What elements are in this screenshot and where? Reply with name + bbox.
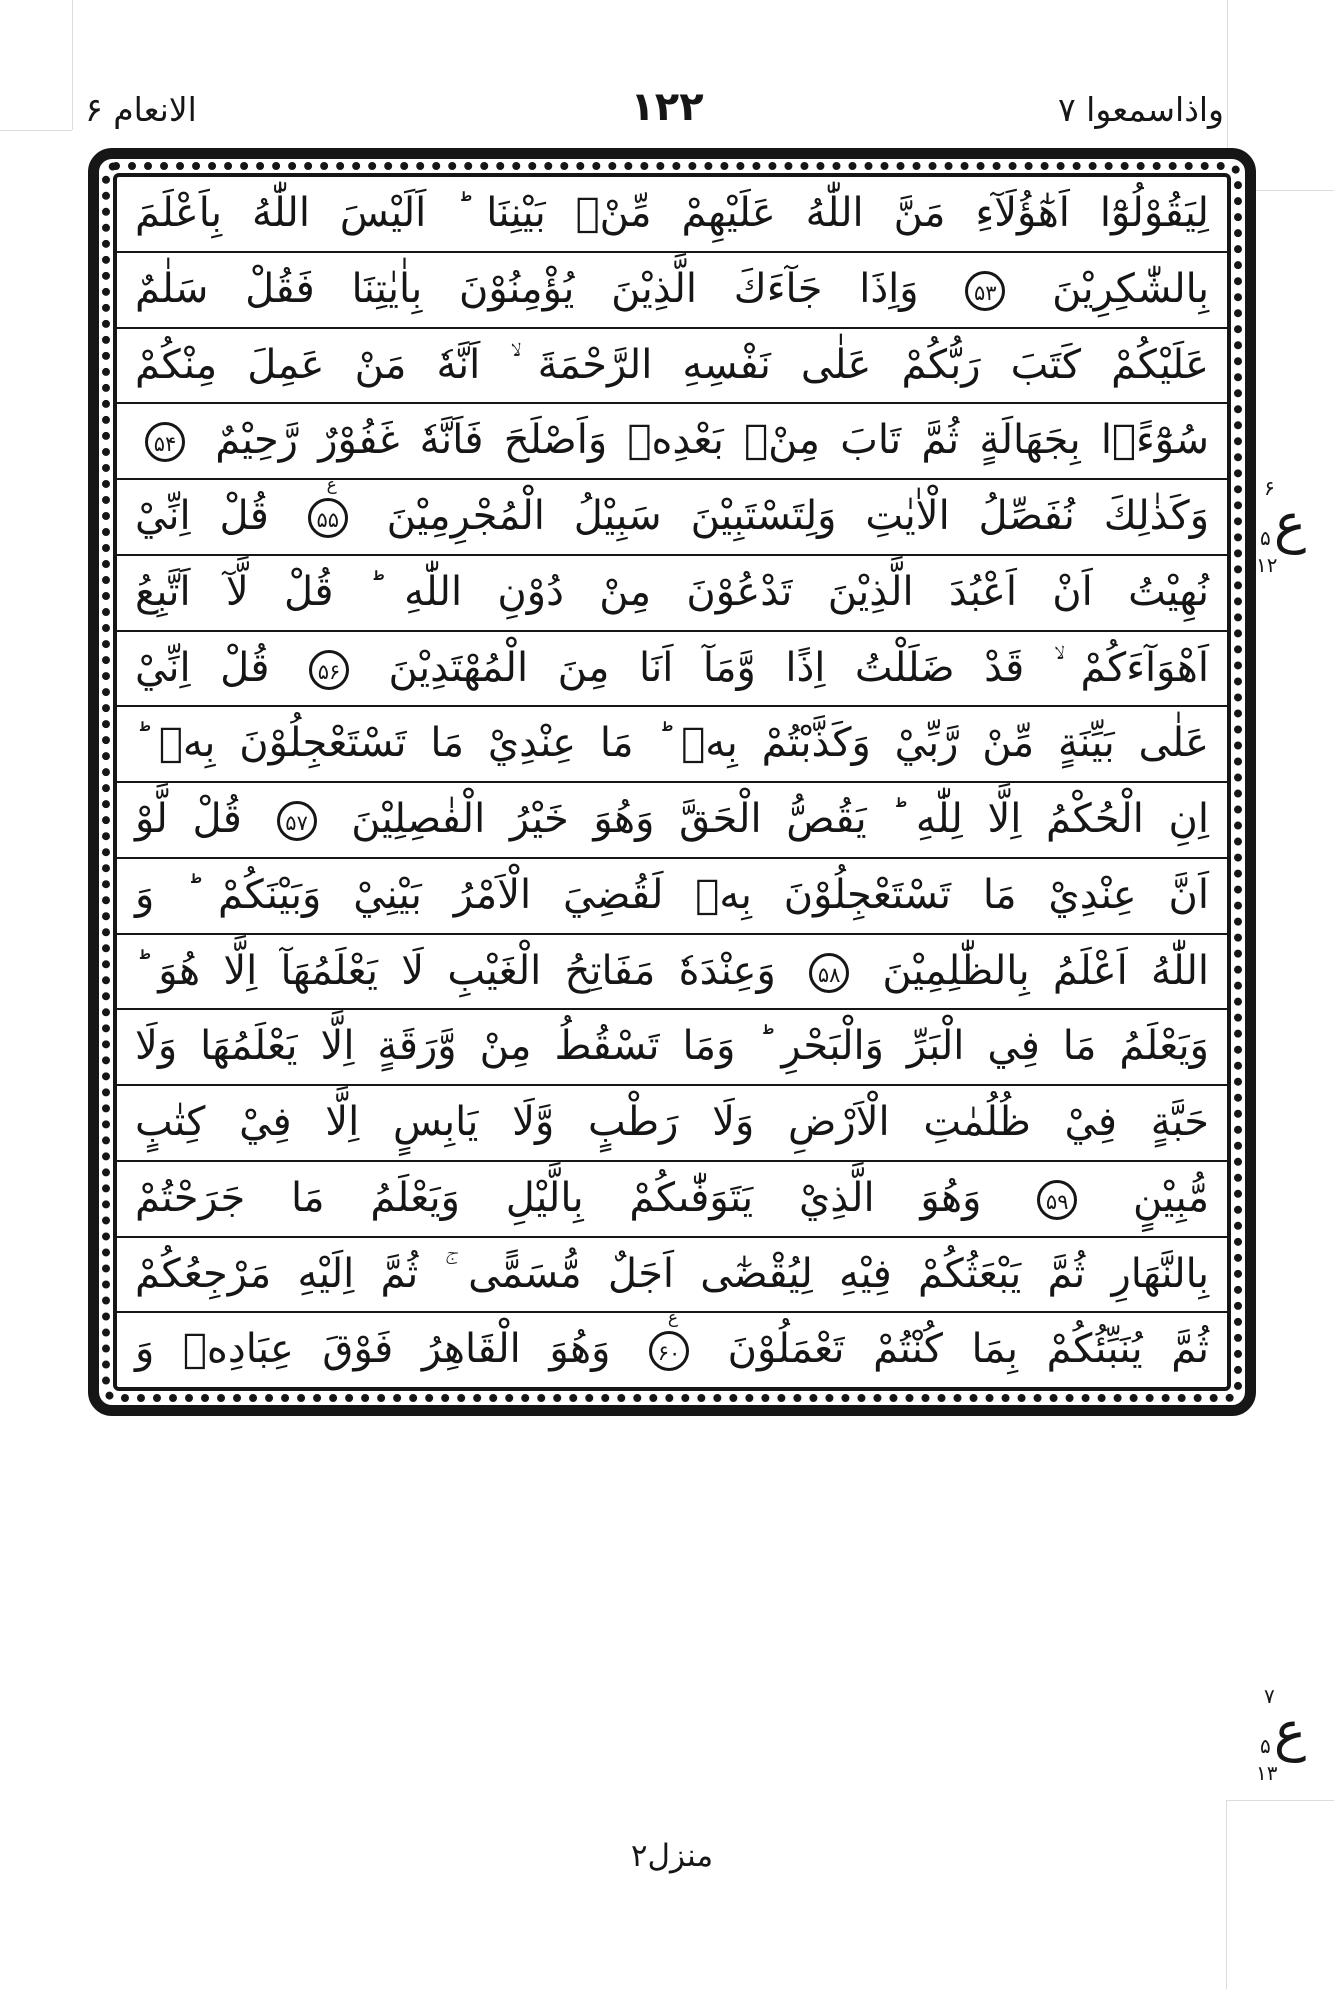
quran-text-segment: عَلَيْكُمْ كَتَبَ رَبُّكُمْ عَلٰى نَفْسِهِ الرَّحْمَةَ ۙ اَنَّهٗ مَنْ عَمِلَ مِنْكُمْ (135, 341, 1209, 388)
quran-line (117, 707, 1227, 783)
ruku-of-juz-number: ۱۳ (1256, 1761, 1278, 1786)
ruku-ayah-count: ۵ (1260, 1734, 1271, 1758)
quran-line (117, 1010, 1227, 1086)
quran-line (117, 935, 1227, 1011)
quran-line (117, 404, 1227, 480)
quran-text-segment: اِنِ الْحُكْمُ اِلَّا لِلّٰهِ ؕ يَقُصُّ الْحَقَّ وَهُوَ خَيْرُ الْفٰصِلِيْنَ (351, 796, 1209, 842)
ruku-margin-marker (1254, 478, 1326, 577)
ain-ruku-symbol: ع (1273, 492, 1307, 555)
quran-line (117, 253, 1227, 329)
ruku-number: ۶ (1264, 476, 1275, 500)
quran-lines (117, 177, 1227, 1387)
quran-text-segment: وَهُوَ الَّذِيْ يَتَوَفّٰىكُمْ بِالَّيْلِ وَيَعْلَمُ مَا جَرَحْتُمْ (135, 1174, 982, 1221)
quran-line (117, 177, 1227, 253)
ayah-number-badge: ۵۳ (965, 271, 1005, 311)
ruku-ayah-count: ۵ (1260, 526, 1271, 550)
ayah-number-badge: ۵۵ ع (308, 498, 348, 538)
quran-text-segment: سُوْٓءًۢا بِجَهَالَةٍ ثُمَّ تَابَ مِنْۢ بَعْدِهٖ وَاَصْلَحَ فَاَنَّهٗ غَفُوْرٌ رَّحِيْمٌ (215, 417, 1209, 464)
ayah-number-badge: ۵۷ (277, 801, 317, 841)
manzil-label: منزل۲ (630, 1838, 714, 1874)
page-number: ۱۲۲ (630, 84, 704, 130)
surah-name-label: الانعام ۶ (85, 90, 197, 129)
quran-text-segment: عَلٰى بَيِّنَةٍ مِّنْ رَّبِّيْ وَكَذَّبْتُمْ بِهٖ ؕ مَا عِنْدِيْ مَا تَسْتَعْجِلُوْنَ بِهٖ ؕ (135, 720, 1209, 767)
scan-artifact-line (0, 130, 72, 131)
ain-ruku-symbol: ع (1273, 1700, 1307, 1763)
quran-text-segment: قُلْ اِنِّيْ (135, 493, 269, 539)
ruku-number: ۷ (1264, 1684, 1275, 1708)
ruku-end-mark: ع (667, 1313, 679, 1329)
ayah-number-badge: ۵۴ (145, 422, 185, 462)
quran-text-segment: وَهُوَ الْقَاهِرُ فَوْقَ عِبَادِهٖ وَ (135, 1326, 611, 1373)
juz-name-label: واذاسمعوا ۷ (1057, 90, 1224, 129)
quran-text-segment: وَاِذَا جَآءَكَ الَّذِيْنَ يُؤْمِنُوْنَ بِاٰيٰتِنَا فَقُلْ سَلٰمٌ (135, 265, 919, 312)
ayah-number-badge: ۵۹ (1037, 1180, 1077, 1220)
ayah-number-badge: ۵۶ (309, 650, 349, 690)
quran-line (117, 859, 1227, 935)
quran-text-segment: اللّٰهُ اَعْلَمُ بِالظّٰلِمِيْنَ (882, 947, 1210, 994)
ayah-number-badge: ۵۸ (809, 953, 849, 993)
quran-line (117, 1238, 1227, 1314)
ruku-of-juz-number: ۱۲ (1256, 553, 1278, 578)
ruku-end-mark: ع (326, 480, 337, 495)
quran-line (117, 1086, 1227, 1162)
quran-text-segment: وَكَذٰلِكَ نُفَصِّلُ الْاٰيٰتِ وَلِتَسْتَبِيْنَ سَبِيْلُ الْمُجْرِمِيْنَ (386, 493, 1210, 539)
quran-text-segment: نُهِيْتُ اَنْ اَعْبُدَ الَّذِيْنَ تَدْعُوْنَ مِنْ دُوْنِ اللّٰهِ ؕ قُلْ لَّآ اَتَّبِعُ (135, 568, 1209, 615)
quran-line (117, 783, 1227, 859)
quran-text-segment: قُلْ لَّوْ (135, 796, 242, 842)
quran-line (117, 1162, 1227, 1238)
quran-text-segment: بِالشّٰكِرِيْنَ (1052, 265, 1209, 312)
ayah-number-badge: ۶۰ ع (649, 1331, 689, 1371)
quran-line (117, 632, 1227, 708)
quran-line (117, 329, 1227, 405)
quran-text-segment: وَيَعْلَمُ مَا فِي الْبَرِّ وَالْبَحْرِ ؕ وَمَا تَسْقُطُ مِنْ وَّرَقَةٍ اِلَّا يَعْلَمُهَا وَلَا (135, 1023, 1209, 1070)
quran-text-segment: لِيَقُوْلُوْٓا اَهٰٓؤُلَآءِ مَنَّ اللّٰهُ عَلَيْهِمْ مِّنْۢ بَيْنِنَا ؕ اَلَيْسَ اللّٰهُ بِاَعْلَمَ (135, 190, 1209, 236)
quran-line (117, 556, 1227, 632)
quran-text-segment: بِالنَّهَارِ ثُمَّ يَبْعَثُكُمْ فِيْهِ لِيُقْضٰٓى اَجَلٌ مُّسَمًّى ۚ ثُمَّ اِلَيْهِ مَرْجِعُكُمْ (135, 1250, 1209, 1297)
scan-artifact-line (1226, 1800, 1227, 1989)
scan-artifact-line (1226, 1800, 1334, 1801)
quran-text-segment: قُلْ اِنِّيْ (135, 644, 270, 691)
quran-text-segment: وَعِنْدَهٗ مَفَاتِحُ الْغَيْبِ لَا يَعْلَمُهَآ اِلَّا هُوَ ؕ (135, 947, 776, 994)
inner-frame-border (113, 173, 1231, 1391)
quran-text-segment: حَبَّةٍ فِيْ ظُلُمٰتِ الْاَرْضِ وَلَا رَطْبٍ وَّلَا يَابِسٍ اِلَّا فِيْ كِتٰبٍ (135, 1099, 1209, 1145)
beaded-ornament-border (102, 162, 1242, 1402)
quran-text-segment: اَهْوَآءَكُمْ ۙ قَدْ ضَلَلْتُ اِذًا وَّمَآ اَنَا مِنَ الْمُهْتَدِيْنَ (388, 644, 1210, 691)
quran-text-segment: ثُمَّ يُنَبِّئُكُمْ بِمَا كُنْتُمْ تَعْمَلُوْنَ (727, 1326, 1209, 1373)
quran-line (117, 1313, 1227, 1387)
text-frame-border (88, 148, 1256, 1416)
quran-line (117, 480, 1227, 556)
ruku-margin-marker (1254, 1686, 1326, 1785)
quran-text-segment: مُّبِيْنٍ (1132, 1174, 1209, 1221)
quran-text-segment: اَنَّ عِنْدِيْ مَا تَسْتَعْجِلُوْنَ بِهٖ لَقُضِيَ الْاَمْرُ بَيْنِيْ وَبَيْنَكُمْ ؕ وَ (135, 871, 1209, 918)
